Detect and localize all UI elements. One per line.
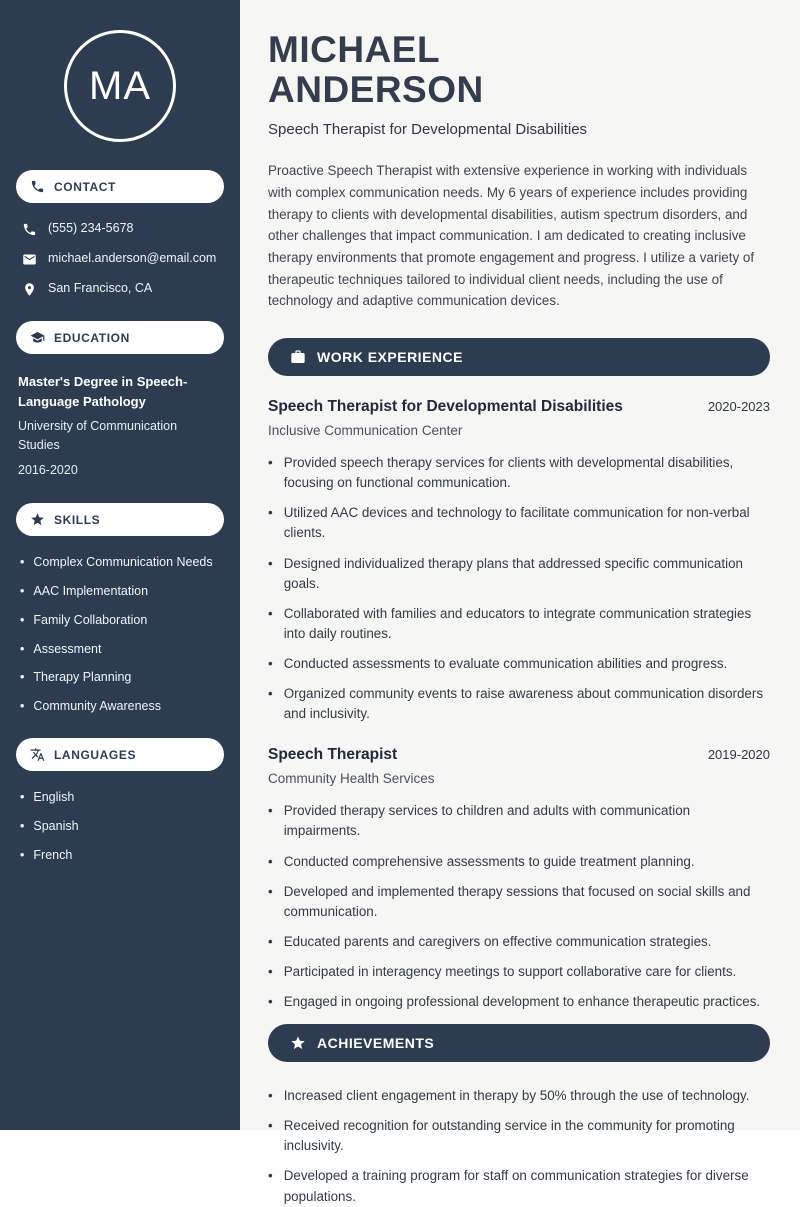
skill-item: • Assessment <box>20 641 220 657</box>
phone-icon <box>22 222 37 237</box>
contact-location-value: San Francisco, CA <box>48 281 153 295</box>
job-dates: 2019-2020 <box>707 747 770 763</box>
languages-section-title: LANGUAGES <box>54 747 137 762</box>
job-entry <box>268 746 770 1012</box>
graduation-cap-icon <box>30 330 45 345</box>
language-item: • French <box>20 847 220 863</box>
job-bullet-list <box>268 453 770 724</box>
education-school: University of Communication Studies <box>18 419 178 452</box>
job-bullet: • Designed individualized therapy plans that addressed specific communication goals. <box>268 554 770 594</box>
skills-section-header <box>16 503 224 536</box>
person-name <box>268 30 770 109</box>
achievement-bullet: • Developed a training program for staff on communication strategies for diverse populations. <box>268 1166 770 1206</box>
contact-phone-row <box>16 221 224 237</box>
achievement-bullet: • Received recognition for outstanding service in the community for promoting inclusivity. <box>268 1116 770 1156</box>
avatar-initials: MA <box>89 63 151 108</box>
job-entry <box>268 398 770 724</box>
email-icon <box>22 252 37 267</box>
languages-section-header <box>16 738 224 771</box>
job-bullet: • Provided speech therapy services for clients with developmental disabilities, focusing on functional communication. <box>268 453 770 493</box>
sidebar <box>0 0 240 1130</box>
achievement-bullet: • Increased client engagement in therapy by 50% through the use of technology. <box>268 1086 770 1106</box>
job-company: Community Health Services <box>268 771 435 787</box>
education-section-title: EDUCATION <box>54 330 130 345</box>
star-icon <box>290 1035 306 1051</box>
first-name: MICHAEL <box>268 29 441 70</box>
contact-location-row <box>16 281 224 297</box>
contact-section-header <box>16 170 224 203</box>
job-bullet: • Collaborated with families and educators to integrate communication strategies into daily routines. <box>268 604 770 644</box>
star-icon <box>30 512 45 527</box>
briefcase-icon <box>290 349 306 365</box>
job-company: Inclusive Communication Center <box>268 423 463 439</box>
skill-item: • AAC Implementation <box>20 583 220 599</box>
last-name: ANDERSON <box>268 68 484 110</box>
language-item: • English <box>20 789 220 805</box>
education-degree: Master's Degree in Speech-Language Pathology <box>18 374 188 409</box>
languages-list <box>16 789 224 863</box>
skill-item: • Family Collaboration <box>20 612 220 628</box>
job-bullet: • Engaged in ongoing professional development to enhance therapeutic practices. <box>268 992 770 1012</box>
achievements-list <box>268 1086 770 1207</box>
job-dates: 2020-2023 <box>707 399 770 415</box>
work-experience-header <box>268 338 770 376</box>
job-title: Speech Therapist for Developmental Disabilities <box>268 398 623 416</box>
job-title: Speech Therapist <box>268 746 398 764</box>
job-bullet: • Educated parents and caregivers on effective communication strategies. <box>268 932 770 952</box>
job-bullet: • Utilized AAC devices and technology to facilitate communication for non-verbal clients. <box>268 503 770 543</box>
education-section-header <box>16 321 224 354</box>
phone-icon <box>30 179 45 194</box>
achievements-header <box>268 1024 770 1062</box>
avatar <box>64 30 176 142</box>
job-bullet: • Conducted assessments to evaluate communication abilities and progress. <box>268 654 770 674</box>
job-bullet: • Organized community events to raise awareness about communication disorders and inclusivity. <box>268 684 770 724</box>
contact-email-value: michael.anderson@email.com <box>48 251 217 265</box>
job-bullet-list <box>268 801 770 1012</box>
contact-section-title: CONTACT <box>54 179 116 194</box>
job-header <box>268 746 770 764</box>
job-bullet: • Provided therapy services to children and adults with communication impairments. <box>268 801 770 841</box>
professional-summary: Proactive Speech Therapist with extensive experience in working with individuals with complex communication needs. My 6 years of experience includes providing therapy to clients with developmental disabilities, autism spectrum disorders, and other challenges that impact communication. I am dedicated to creating inclusive therapy environments that promote engagement and progress. I utilize a variety of therapeutic techniques tailored to individual client needs, including the use of technology and adaptive communication devices. <box>268 163 755 309</box>
language-item: • Spanish <box>20 818 220 834</box>
contact-email-row <box>16 251 224 267</box>
skill-item: • Complex Communication Needs <box>20 554 220 570</box>
education-years: 2016-2020 <box>18 462 78 477</box>
skills-section-title: SKILLS <box>54 512 101 527</box>
location-pin-icon <box>22 282 37 297</box>
contact-phone-value: (555) 234-5678 <box>48 221 134 235</box>
resume-main <box>240 0 800 1204</box>
job-bullet: • Participated in interagency meetings to support collaborative care for clients. <box>268 962 770 982</box>
job-bullet: • Conducted comprehensive assessments to guide treatment planning. <box>268 852 770 872</box>
work-experience-title: WORK EXPERIENCE <box>317 349 463 366</box>
role-subtitle: Speech Therapist for Developmental Disabilities <box>268 121 588 139</box>
job-bullet: • Developed and implemented therapy sessions that focused on social skills and communication. <box>268 882 770 922</box>
skill-item: • Therapy Planning <box>20 669 220 685</box>
job-header <box>268 398 770 416</box>
skills-list <box>16 554 224 714</box>
translate-icon <box>30 747 45 762</box>
skill-item: • Community Awareness <box>20 698 220 714</box>
achievements-title: ACHIEVEMENTS <box>317 1035 435 1052</box>
